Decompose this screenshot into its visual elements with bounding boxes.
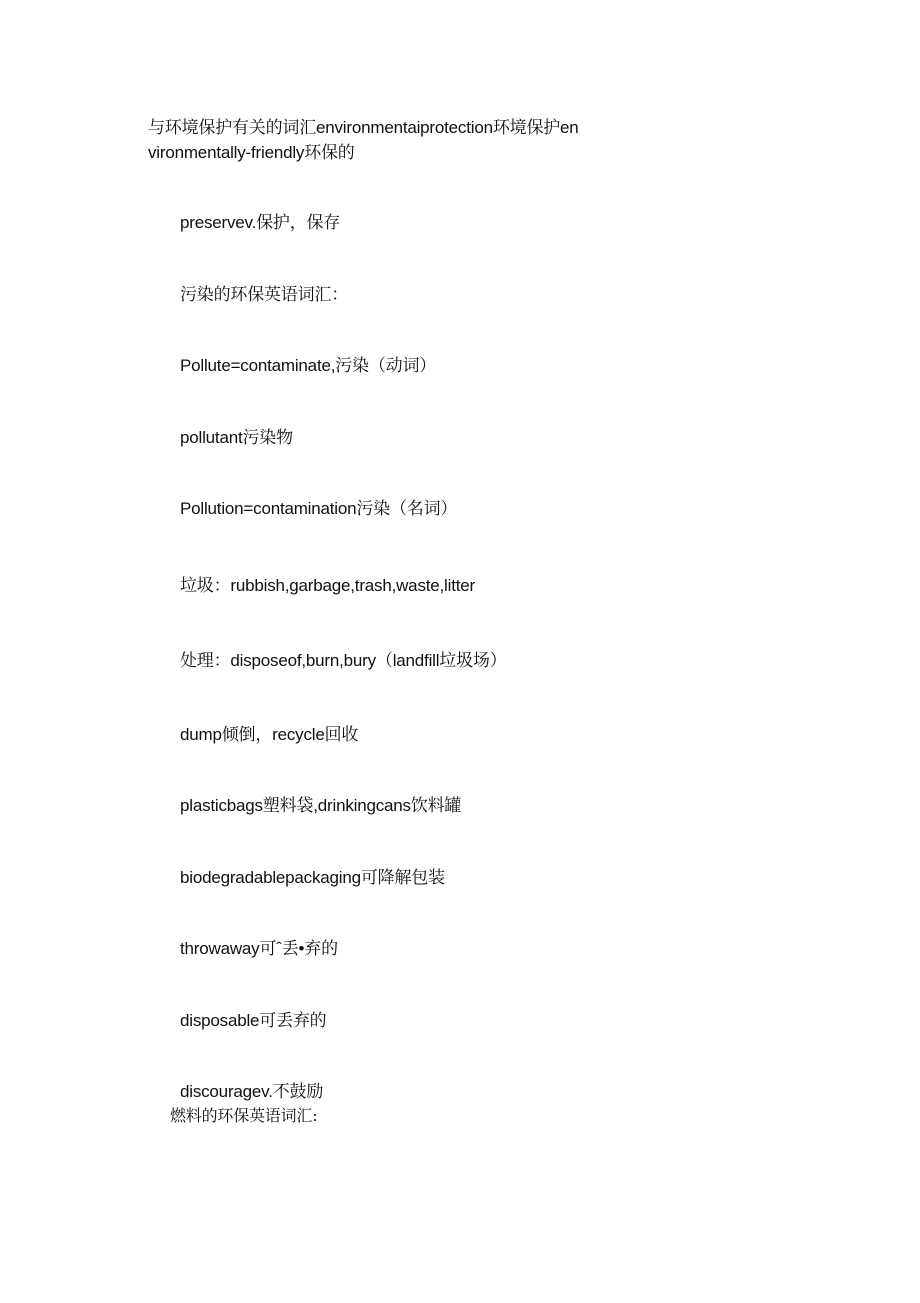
vocab-entry-biodegradable: biodegradablepackaging可降解包装 [180, 868, 445, 887]
vocab-entry-pollute: Pollute=contaminate,污染（动词） [180, 356, 437, 375]
vocab-entry-disposable: disposable可丢弃的 [180, 1011, 327, 1030]
vocab-entry-discourage: discouragev.不鼓励 [180, 1082, 324, 1101]
vocab-entry-dispose: 处理：disposeof,burn,bury（landfill垃圾场） [180, 651, 507, 670]
vocab-entry-rubbish: 垃圾：rubbish,garbage,trash,waste,litter [180, 576, 475, 595]
vocab-entry-pollution: Pollution=contamination污染（名词） [180, 499, 458, 518]
vocab-entry-plastic-bags: plasticbags塑料袋,drinkingcans饮料罐 [180, 796, 462, 815]
heading-line-2: vironmentally-friendly环保的 [148, 143, 355, 162]
vocab-entry-dump: dump倾倒，recycle回收 [180, 725, 359, 744]
vocab-entry-throwaway: throwaway可ˆ丢•弃的 [180, 939, 338, 958]
vocab-entry-preserve: preservev.保护，保存 [180, 213, 341, 232]
heading-line-1: 与环境保护有关的词汇environmentaiprotection环境保护en [148, 118, 579, 137]
section-label-pollution: 污染的环保英语词汇： [180, 285, 348, 304]
section-label-fuel: 燃料的环保英语词汇: [170, 1106, 318, 1125]
vocab-entry-pollutant: pollutant污染物 [180, 428, 293, 447]
